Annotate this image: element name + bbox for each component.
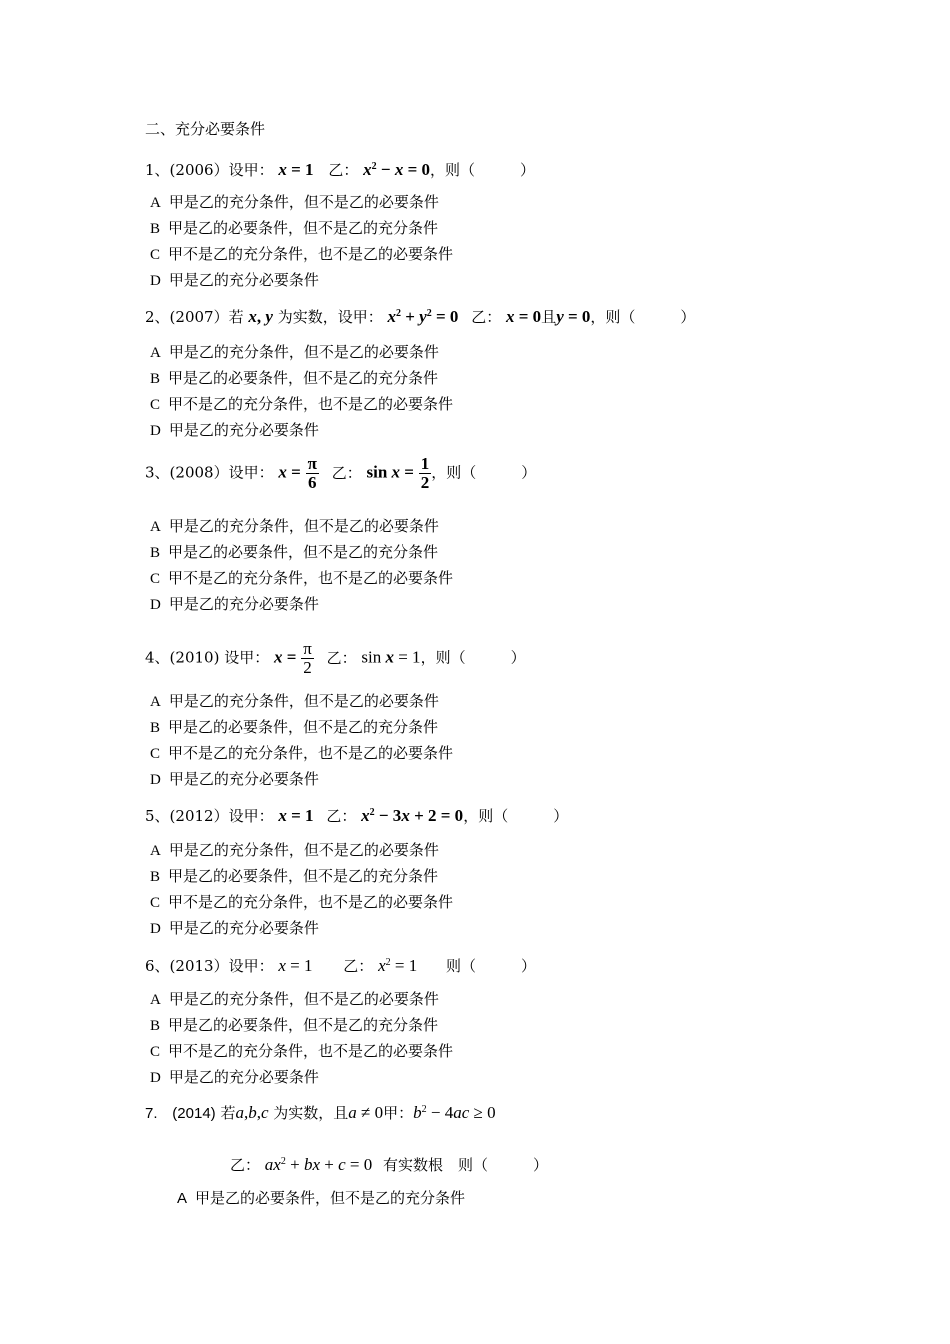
q2-vars: x, y	[248, 307, 273, 326]
q6-option-d[interactable]: D 甲是乙的充分必要条件	[150, 1068, 319, 1086]
q5-option-c[interactable]: C 甲不是乙的充分条件，也不是乙的必要条件	[150, 893, 454, 911]
q3-jia-lhs: x =	[278, 462, 301, 482]
q2-option-b[interactable]: B 甲是乙的必要条件，但不是乙的充分条件	[150, 369, 439, 387]
q3-suffix: ，则（ ）	[431, 463, 537, 482]
question-6	[145, 954, 536, 975]
q4-suffix: ，则（ ）	[420, 648, 526, 667]
q7-number: 7.	[145, 1105, 158, 1122]
q5-option-a[interactable]: A 甲是乙的充分条件，但不是乙的必要条件	[150, 841, 439, 859]
q5-yi: $x^2 - 3x + 2 = 0$	[361, 806, 464, 825]
q2-yi2: y = 0	[556, 307, 591, 326]
q5-jia: x = 1	[278, 806, 314, 825]
q3-option-b[interactable]: B 甲是乙的必要条件，但不是乙的充分条件	[150, 543, 439, 561]
q4-yi-label: 乙：	[326, 648, 357, 667]
q5-options	[150, 841, 453, 938]
q4-jia-lhs: x =	[273, 647, 297, 667]
q2-yi1: x = 0	[505, 307, 542, 326]
q1-option-b[interactable]: B 甲是乙的必要条件，但不是乙的充分条件	[150, 219, 439, 237]
q4-jia-fraction: $\frac{\pi}{2}$	[303, 639, 312, 677]
q7-yi-tail: 有实数根 则（ ）	[383, 1156, 549, 1174]
q3-option-c[interactable]: C 甲不是乙的充分条件，也不是乙的必要条件	[150, 569, 454, 587]
q1-options	[150, 193, 453, 290]
q2-option-d[interactable]: D 甲是乙的充分必要条件	[150, 421, 319, 439]
question-5	[145, 804, 568, 825]
question-3	[145, 455, 536, 492]
q1-option-a[interactable]: A 甲是乙的充分条件，但不是乙的必要条件	[150, 193, 439, 211]
q5-prefix: 5、(2012）设甲：	[145, 807, 274, 825]
q6-prefix: 6、(2013）设甲：	[145, 957, 274, 975]
q7-jia: $b^2 - 4ac \ge 0$	[413, 1103, 496, 1122]
q6-yi-label: 乙：	[343, 957, 374, 975]
q2-suffix: ，则（ ）	[590, 308, 696, 326]
q7-mid: 为实数，且	[273, 1104, 349, 1122]
q7-vars: a	[235, 1103, 244, 1122]
q3-option-d[interactable]: D 甲是乙的充分必要条件	[150, 595, 319, 613]
q3-option-a[interactable]: A 甲是乙的充分条件，但不是乙的必要条件	[150, 517, 439, 535]
q1-option-c[interactable]: C 甲不是乙的充分条件，也不是乙的必要条件	[150, 245, 454, 263]
q1-prefix: 1、(2006）设甲：	[145, 161, 274, 179]
q7-yi-label: 乙：	[230, 1156, 261, 1174]
q4-yi: sin x = 1	[361, 647, 421, 667]
q1-jia: x = 1	[278, 160, 314, 179]
q7-pre: 若	[220, 1104, 236, 1122]
q5-option-d[interactable]: D 甲是乙的充分必要条件	[150, 919, 319, 937]
q2-option-c[interactable]: C 甲不是乙的充分条件，也不是乙的必要条件	[150, 395, 454, 413]
q4-option-b[interactable]: B 甲是乙的必要条件，但不是乙的充分条件	[150, 718, 439, 736]
q7-yi-line	[230, 1153, 548, 1174]
q7-cond: a ≠ 0	[348, 1103, 384, 1122]
q2-mid: 为实数，设甲：	[277, 308, 383, 326]
question-4	[145, 640, 526, 677]
q7-yi: $ax^2$ + bx + c = 0	[264, 1155, 373, 1174]
q2-jia: $x^2 + y^2 = 0$	[387, 307, 459, 326]
q6-yi: $x^2 = 1$	[378, 956, 418, 975]
q6-option-b[interactable]: B 甲是乙的必要条件，但不是乙的充分条件	[150, 1016, 439, 1034]
q4-option-d[interactable]: D 甲是乙的充分必要条件	[150, 770, 319, 788]
q6-suffix: 则（ ）	[446, 957, 537, 975]
q1-option-d[interactable]: D 甲是乙的充分必要条件	[150, 271, 319, 289]
q4-option-a[interactable]: A 甲是乙的充分条件，但不是乙的必要条件	[150, 692, 439, 710]
q2-option-a[interactable]: A 甲是乙的充分条件，但不是乙的必要条件	[150, 343, 439, 361]
q6-option-a[interactable]: A 甲是乙的充分条件，但不是乙的必要条件	[150, 990, 439, 1008]
q2-prefix: 2、(2007）若	[145, 308, 244, 326]
q5-option-b[interactable]: B 甲是乙的必要条件，但不是乙的充分条件	[150, 867, 439, 885]
question-2	[145, 305, 695, 326]
q1-suffix: ，则（ ）	[430, 161, 536, 179]
q2-options	[150, 343, 453, 440]
q6-option-c[interactable]: C 甲不是乙的充分条件，也不是乙的必要条件	[150, 1042, 454, 1060]
q4-options	[150, 692, 453, 789]
q5-suffix: ，则（ ）	[463, 807, 569, 825]
q6-jia: x = 1	[278, 956, 313, 975]
q2-yi-label: 乙：	[471, 308, 502, 326]
q3-yi-label: 乙：	[331, 463, 362, 482]
q3-prefix: 3、(2008）设甲：	[145, 463, 274, 482]
q1-yi: $x^2 - x = 0$	[363, 160, 430, 179]
section-title: 二、充分必要条件	[145, 120, 266, 138]
q3-yi-lhs: sin x =	[366, 462, 414, 482]
q3-yi-fraction: $\frac{1}{2}$	[420, 454, 430, 492]
q7-year: (2014)	[172, 1105, 216, 1122]
q3-options	[150, 517, 453, 614]
q4-prefix: 4、(2010) 设甲：	[145, 648, 270, 667]
question-7: 7. (2014) 若a,b,c 为实数，且a ≠ 0甲：$b^2 - 4ac \ge 0$	[145, 1103, 496, 1122]
q7-option-a[interactable]: A 甲是乙的必要条件，但不是乙的充分条件	[177, 1189, 466, 1207]
q7-jia-label: 甲：	[383, 1104, 414, 1122]
q6-options	[150, 990, 453, 1087]
q5-yi-label: 乙：	[326, 807, 357, 825]
q3-jia-fraction: $\frac{\pi}{6}$	[307, 454, 317, 492]
q2-and: 且	[541, 308, 557, 326]
q4-option-c[interactable]: C 甲不是乙的充分条件，也不是乙的必要条件	[150, 744, 454, 762]
question-1	[145, 158, 535, 179]
q1-yi-label: 乙：	[328, 161, 359, 179]
